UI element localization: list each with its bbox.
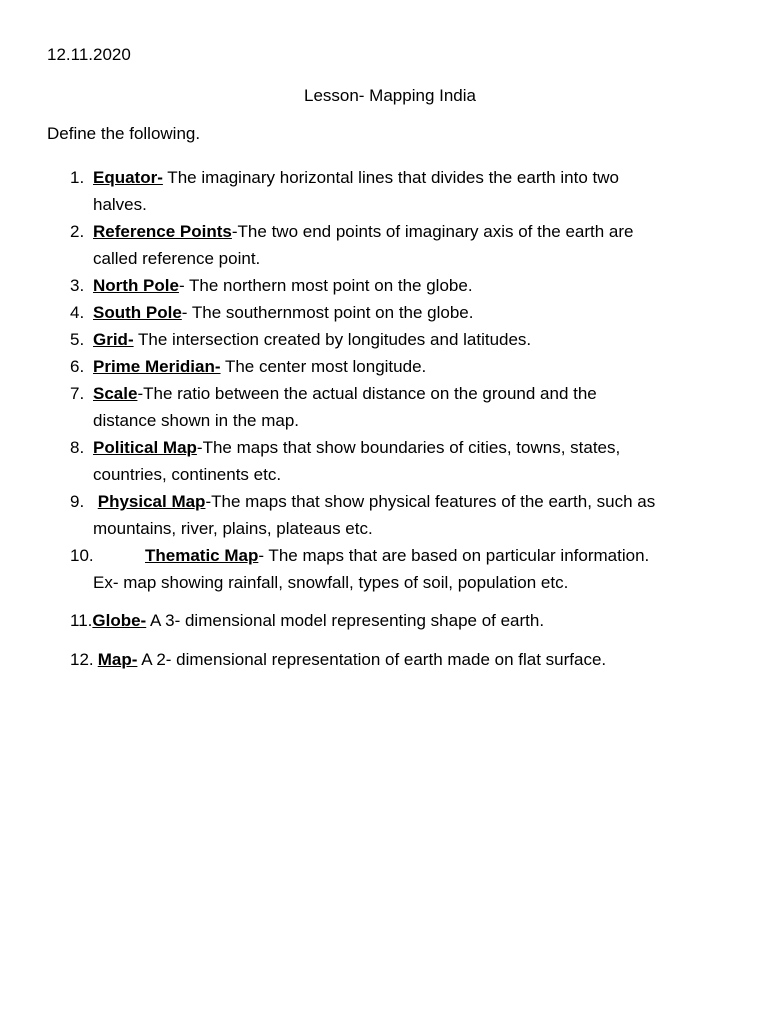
item-text: -The ratio between the actual distance on the ground and the — [137, 384, 597, 403]
item-text: The intersection created by longitudes and latitudes. — [133, 330, 532, 349]
list-item — [47, 299, 727, 326]
list-item — [47, 326, 727, 353]
list-item — [47, 164, 727, 218]
list-item — [47, 434, 727, 488]
item-number: 8. — [70, 438, 85, 457]
list-item — [47, 646, 727, 673]
item-number: 3. — [70, 276, 85, 295]
list-item — [47, 488, 727, 542]
item-text-continued: called reference point. — [93, 249, 261, 268]
item-text-continued: halves. — [93, 195, 147, 214]
item-term: Grid- — [93, 330, 134, 349]
item-term: Prime Meridian- — [93, 357, 221, 376]
item-number: 12. — [70, 650, 94, 669]
date: 12.11.2020 — [47, 45, 131, 64]
item-number: 1. — [70, 168, 85, 187]
item-term: Physical Map — [97, 492, 206, 511]
item-text-continued: countries, continents etc. — [93, 465, 282, 484]
item-term: South Pole — [93, 303, 182, 322]
list-item — [47, 380, 727, 434]
lesson-title-text: Lesson- Mapping India — [303, 86, 476, 105]
item-text: - The northern most point on the globe. — [178, 276, 473, 295]
item-text: - The maps that are based on particular information. — [258, 546, 650, 565]
lesson-title — [0, 86, 768, 106]
item-number: 6. — [70, 357, 85, 376]
item-number: 7. — [70, 384, 85, 403]
item-text: A 2- dimensional representation of earth made on flat surface. — [137, 650, 607, 669]
item-number: 2. — [70, 222, 85, 241]
item-text: -The maps that show physical features of the earth, such as — [205, 492, 656, 511]
item-term: Reference Points — [93, 222, 232, 241]
item-text-continued: distance shown in the map. — [93, 411, 300, 430]
item-term: Globe- — [92, 611, 147, 630]
item-number: 11. — [70, 611, 93, 630]
item-number: 9. — [70, 492, 85, 511]
item-term: North Pole — [93, 276, 179, 295]
intro-text: Define the following. — [47, 124, 201, 143]
list-item — [47, 542, 727, 596]
item-term: Scale — [93, 384, 138, 403]
item-term: Political Map — [93, 438, 197, 457]
list-item — [47, 218, 727, 272]
item-text-continued: mountains, river, plains, plateaus etc. — [93, 519, 373, 538]
item-text: -The maps that show boundaries of cities, towns, states, — [196, 438, 621, 457]
item-term: Thematic Map — [145, 546, 259, 565]
item-text-continued: Ex- map showing rainfall, snowfall, types of soil, population etc. — [93, 573, 569, 592]
definition-list — [47, 164, 727, 673]
item-text: The center most longitude. — [220, 357, 427, 376]
list-item — [47, 353, 727, 380]
item-number: 10. — [70, 546, 94, 565]
item-text: - The southernmost point on the globe. — [181, 303, 474, 322]
item-text: -The two end points of imaginary axis of the earth are — [231, 222, 634, 241]
item-number: 5. — [70, 330, 85, 349]
list-item — [47, 272, 727, 299]
item-term: Equator- — [93, 168, 163, 187]
item-text: The imaginary horizontal lines that divides the earth into two — [162, 168, 619, 187]
item-text: A 3- dimensional model representing shape of earth. — [146, 611, 545, 630]
item-term: Map- — [97, 650, 138, 669]
list-item — [47, 607, 727, 634]
item-number: 4. — [70, 303, 85, 322]
